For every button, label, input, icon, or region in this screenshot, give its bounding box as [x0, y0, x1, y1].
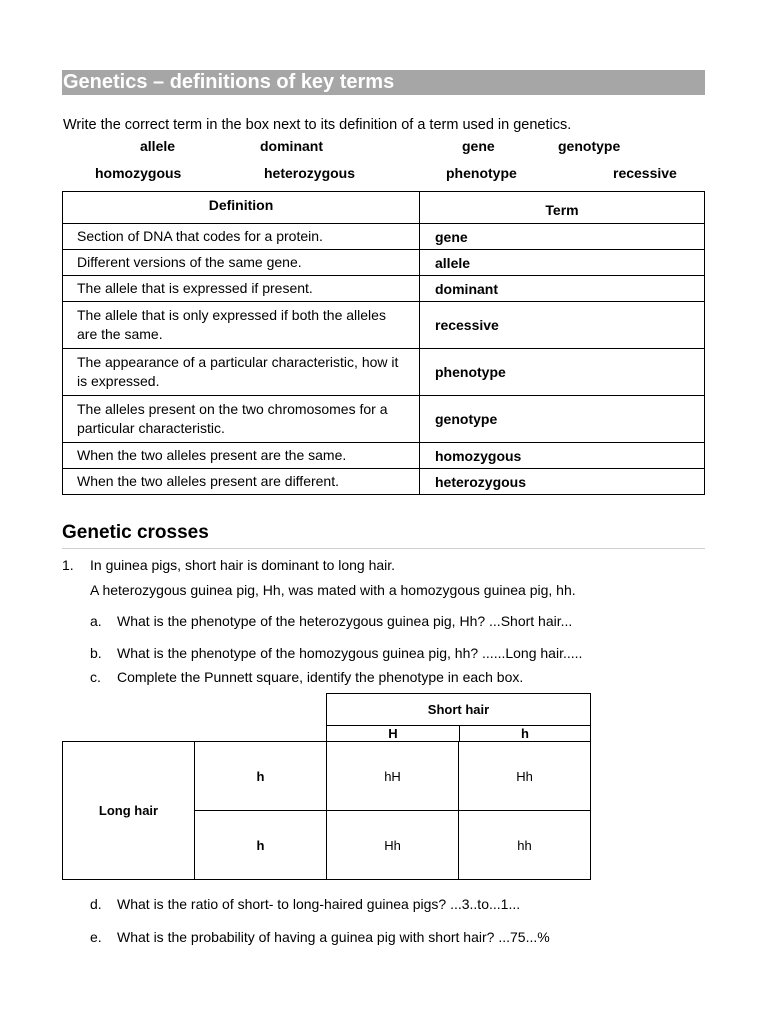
definition-cell: Different versions of the same gene. [63, 250, 420, 276]
punnett-square [62, 741, 591, 880]
section-divider [62, 548, 705, 549]
part-text-d: What is the ratio of short- to long-haired guinea pigs? ...3..to...1... [117, 896, 521, 912]
definition-cell: When the two alleles present are different. [63, 469, 420, 495]
section-title: Genetic crosses [62, 522, 209, 543]
punnett-cell[interactable]: hH [327, 742, 459, 811]
instruction-text: Write the correct term in the box next to its definition of a term used in genetics. [63, 117, 572, 133]
word-bank-heterozygous: heterozygous [264, 165, 356, 181]
table-row [63, 276, 705, 302]
side-allele-2: h [195, 811, 327, 880]
term-header: Term [420, 192, 705, 224]
term-cell[interactable]: homozygous [420, 443, 705, 469]
word-bank-allele: allele [140, 138, 176, 154]
table-row [63, 396, 705, 443]
side-parent-phenotype: Long hair [63, 742, 195, 880]
part-label-e: e. [90, 929, 102, 945]
term-cell[interactable]: phenotype [420, 349, 705, 396]
punnett-cell[interactable]: Hh [327, 811, 459, 880]
part-label-a: a. [90, 613, 102, 629]
term-cell[interactable]: genotype [420, 396, 705, 443]
part-label-b: b. [90, 645, 102, 661]
term-cell[interactable]: gene [420, 224, 705, 250]
table-row [63, 469, 705, 495]
definitions-table [62, 191, 705, 495]
definition-cell: When the two alleles present are the same. [63, 443, 420, 469]
word-bank-genotype: genotype [558, 138, 621, 154]
definition-cell: The allele that is only expressed if both the alleles are the same. [63, 302, 420, 349]
term-cell[interactable]: heterozygous [420, 469, 705, 495]
top-allele-2: h [460, 726, 591, 742]
term-cell[interactable]: recessive [420, 302, 705, 349]
page-title: Genetics – definitions of key terms [62, 70, 705, 95]
word-bank-homozygous: homozygous [95, 165, 182, 181]
punnett-cell[interactable]: Hh [459, 742, 591, 811]
question-intro-1: In guinea pigs, short hair is dominant to long hair. [90, 557, 396, 573]
question-intro-2: A heterozygous guinea pig, Hh, was mated with a homozygous guinea pig, hh. [90, 582, 576, 598]
definition-cell: The alleles present on the two chromosomes for a particular characteristic. [63, 396, 420, 443]
question-number: 1. [62, 557, 74, 573]
part-label-c: c. [90, 669, 101, 685]
word-bank-recessive: recessive [613, 165, 677, 181]
top-allele-1: H [327, 726, 460, 742]
table-row [63, 250, 705, 276]
table-row [63, 443, 705, 469]
part-text-b: What is the phenotype of the homozygous guinea pig, hh? ......Long hair..... [117, 645, 583, 661]
definition-cell: The allele that is expressed if present. [63, 276, 420, 302]
part-text-a: What is the phenotype of the heterozygous guinea pig, Hh? ...Short hair... [117, 613, 573, 629]
table-row [63, 302, 705, 349]
table-header-row [63, 192, 705, 224]
part-label-d: d. [90, 896, 102, 912]
part-text-c: Complete the Punnett square, identify the phenotype in each box. [117, 669, 524, 685]
word-bank-gene: gene [462, 138, 495, 154]
definition-header: Definition [63, 192, 420, 224]
punnett-parent-header [326, 693, 591, 742]
definition-cell: Section of DNA that codes for a protein. [63, 224, 420, 250]
table-row [63, 349, 705, 396]
punnett-cell[interactable]: hh [459, 811, 591, 880]
term-cell[interactable]: dominant [420, 276, 705, 302]
side-allele-1: h [195, 742, 327, 811]
part-text-e: What is the probability of having a guinea pig with short hair? ...75...% [117, 929, 550, 945]
definition-cell: The appearance of a particular characteristic, how it is expressed. [63, 349, 420, 396]
top-parent-phenotype: Short hair [327, 694, 591, 726]
term-cell[interactable]: allele [420, 250, 705, 276]
word-bank-phenotype: phenotype [446, 165, 517, 181]
table-row [63, 224, 705, 250]
word-bank-dominant: dominant [260, 138, 323, 154]
